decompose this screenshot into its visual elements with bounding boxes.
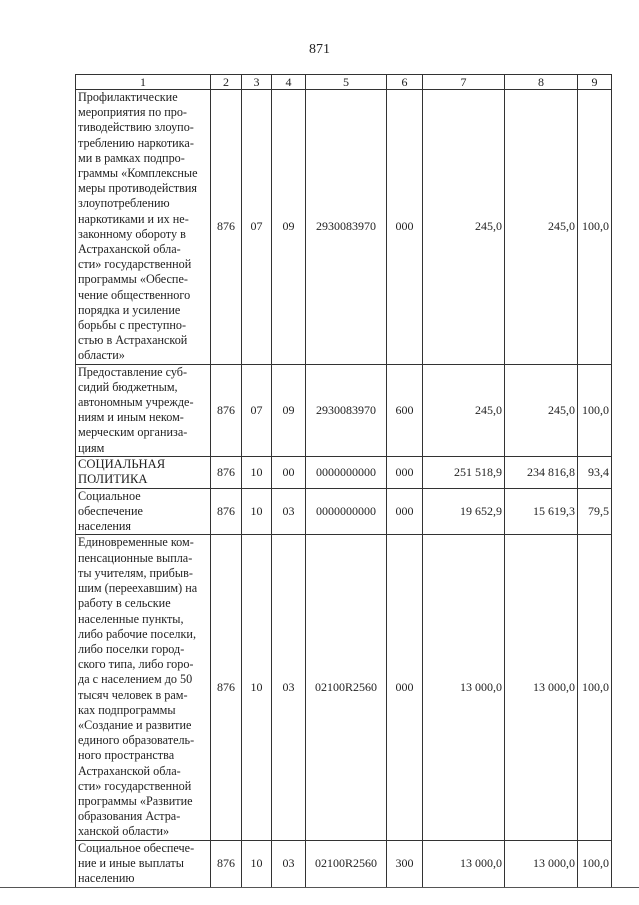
table-row — [76, 535, 612, 840]
table-row — [76, 456, 612, 488]
cell-ministry-code: 876 — [211, 535, 242, 840]
table-row — [76, 840, 612, 887]
page-number: 871 — [309, 42, 330, 57]
column-header: 1 — [76, 75, 211, 90]
header-row — [76, 75, 612, 90]
cell-section: 10 — [242, 488, 272, 535]
cell-executed: 13 000,0 — [505, 840, 578, 887]
cell-target-article: 2930083970 — [306, 90, 387, 365]
table-row — [76, 90, 612, 365]
cell-percent: 79,5 — [578, 488, 612, 535]
cell-executed: 245,0 — [505, 364, 578, 456]
column-header: 5 — [306, 75, 387, 90]
cell-subsection: 03 — [272, 488, 306, 535]
column-header: 4 — [272, 75, 306, 90]
cell-subsection: 00 — [272, 456, 306, 488]
cell-expense-type: 000 — [387, 90, 423, 365]
cell-ministry-code: 876 — [211, 456, 242, 488]
budget-table — [75, 74, 612, 888]
cell-executed: 234 816,8 — [505, 456, 578, 488]
cell-expense-type: 000 — [387, 488, 423, 535]
cell-section: 10 — [242, 535, 272, 840]
cell-percent: 93,4 — [578, 456, 612, 488]
cell-planned: 13 000,0 — [423, 535, 505, 840]
cell-ministry-code: 876 — [211, 840, 242, 887]
cell-target-article: 0000000000 — [306, 456, 387, 488]
cell-section: 07 — [242, 364, 272, 456]
cell-target-article: 2930083970 — [306, 364, 387, 456]
cell-percent: 100,0 — [578, 90, 612, 365]
cell-section: 10 — [242, 456, 272, 488]
column-header: 9 — [578, 75, 612, 90]
cell-subsection: 09 — [272, 90, 306, 365]
cell-subsection: 09 — [272, 364, 306, 456]
cell-ministry-code: 876 — [211, 364, 242, 456]
cell-planned: 245,0 — [423, 90, 505, 365]
cell-section: 07 — [242, 90, 272, 365]
cell-expense-type: 000 — [387, 456, 423, 488]
cell-executed: 13 000,0 — [505, 535, 578, 840]
cell-percent: 100,0 — [578, 364, 612, 456]
cell-target-article: 0000000000 — [306, 488, 387, 535]
cell-target-article: 02100R2560 — [306, 840, 387, 887]
cell-expense-type: 300 — [387, 840, 423, 887]
footer-divider — [0, 887, 639, 888]
cell-percent: 100,0 — [578, 535, 612, 840]
column-header: 3 — [242, 75, 272, 90]
cell-executed: 245,0 — [505, 90, 578, 365]
cell-section: 10 — [242, 840, 272, 887]
cell-subsection: 03 — [272, 535, 306, 840]
cell-ministry-code: 876 — [211, 90, 242, 365]
row-name: Единовременные ком- пенсационные выпла- ты учителям, прибыв- шим (переехавшим) на работу в сельские населенные пункты, либо рабочие поселки, либо поселки город- ского типа, либо горо- да с населением до 50 тысяч человек в рам- ках подпрограммы «Создание и развитие единого образователь- ного пространства Астраханской обла- сти» государственной программы «Развитие образования Астра- ханской области» — [76, 535, 211, 840]
row-name: СОЦИАЛЬНАЯ ПОЛИТИКА — [76, 456, 211, 488]
row-name: Социальное обеспече- ние и иные выплаты населению — [76, 840, 211, 887]
table-row — [76, 364, 612, 456]
column-header: 7 — [423, 75, 505, 90]
cell-executed: 15 619,3 — [505, 488, 578, 535]
row-name: Профилактические мероприятия по про- тиводействию злоупо- треблению наркотика- ми в рамках подпро- граммы «Комплексные меры противодействия злоупотреблению наркотиками и их не- законному обороту в Астраханской обла- сти» государственной программы «Обеспе- чение общественного порядка и усиление борьбы с преступно- стью в Астраханской области» — [76, 90, 211, 365]
cell-planned: 245,0 — [423, 364, 505, 456]
cell-percent: 100,0 — [578, 840, 612, 887]
cell-ministry-code: 876 — [211, 488, 242, 535]
row-name: Предоставление суб- сидий бюджетным, автономным учрежде- ниям и иным неком- мерческим организа- циям — [76, 364, 211, 456]
table-row — [76, 488, 612, 535]
cell-planned: 13 000,0 — [423, 840, 505, 887]
cell-planned: 19 652,9 — [423, 488, 505, 535]
cell-planned: 251 518,9 — [423, 456, 505, 488]
cell-subsection: 03 — [272, 840, 306, 887]
cell-expense-type: 000 — [387, 535, 423, 840]
column-header: 8 — [505, 75, 578, 90]
cell-expense-type: 600 — [387, 364, 423, 456]
column-header: 2 — [211, 75, 242, 90]
row-name: Социальное обеспечение населения — [76, 488, 211, 535]
cell-target-article: 02100R2560 — [306, 535, 387, 840]
column-header: 6 — [387, 75, 423, 90]
